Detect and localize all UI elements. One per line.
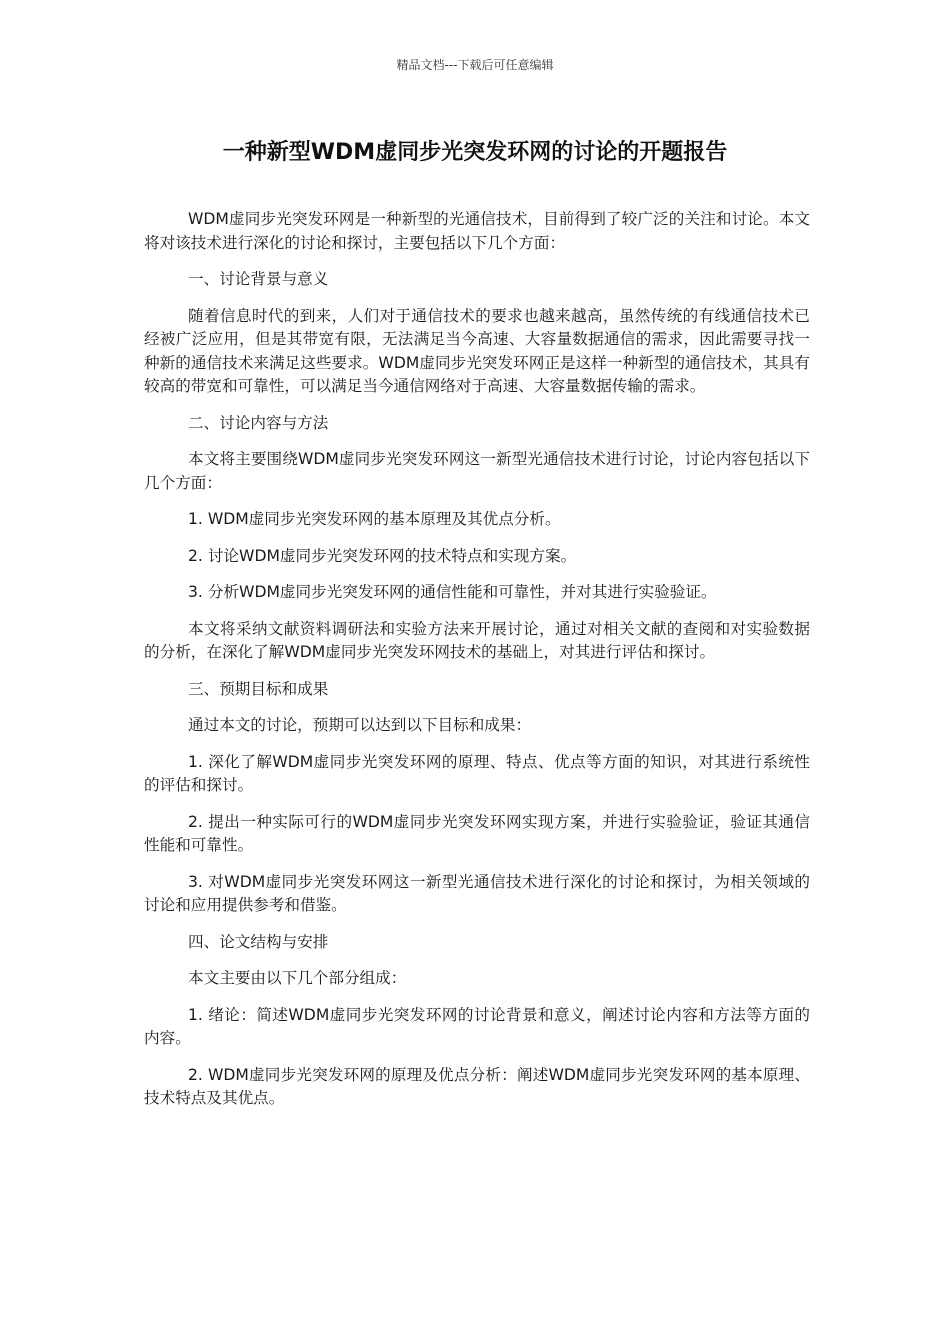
structure-item-2: 2. WDM虚同步光突发环网的原理及优点分析：阐述WDM虚同步光突发环网的基本原理、技术特点及其优点。 xyxy=(144,1065,810,1107)
goal-item-1: 1. 深化了解WDM虚同步光突发环网的原理、特点、优点等方面的知识，对其进行系统性的评估和探讨。 xyxy=(144,752,810,794)
section-heading-structure: 四、论文结构与安排 xyxy=(188,932,329,951)
section-heading-content-method: 二、讨论内容与方法 xyxy=(188,413,329,432)
document-title: 一种新型WDM虚同步光突发环网的讨论的开题报告 xyxy=(222,140,728,165)
document-body xyxy=(144,208,810,1124)
goal-item-2: 2. 提出一种实际可行的WDM虚同步光突发环网实现方案，并进行实验验证，验证其通信性能和可靠性。 xyxy=(144,812,810,854)
method-paragraph: 本文将采纳文献资料调研法和实验方法来开展讨论，通过对相关文献的查阅和对实验数据的分析，在深化了解WDM虚同步光突发环网技术的基础上，对其进行评估和探讨。 xyxy=(144,619,810,661)
content-item-1: 1. WDM虚同步光突发环网的基本原理及其优点分析。 xyxy=(188,510,561,528)
content-item-2: 2. 讨论WDM虚同步光突发环网的技术特点和实现方案。 xyxy=(188,546,577,565)
background-paragraph: 随着信息时代的到来，人们对于通信技术的要求也越来越高，虽然传统的有线通信技术已经被广泛应用，但是其带宽有限，无法满足当今高速、大容量数据通信的需求，因此需要寻找一种新的通信技术来满足这些要求。WDM虚同步光突发环网正是这样一种新型的通信技术，其具有较高的带宽和可靠性，可以满足当今通信网络对于高速、大容量数据传输的需求。 xyxy=(144,306,810,395)
content-item-3: 3. 分析WDM虚同步光突发环网的通信性能和可靠性，并对其进行实验验证。 xyxy=(188,583,717,601)
structure-intro-paragraph: 本文主要由以下几个部分组成： xyxy=(188,969,407,987)
content-intro-paragraph: 本文将主要围绕WDM虚同步光突发环网这一新型光通信技术进行讨论，讨论内容包括以下几个方面： xyxy=(144,450,810,492)
goals-intro-paragraph: 通过本文的讨论，预期可以达到以下目标和成果： xyxy=(188,716,532,734)
structure-item-1: 1. 绪论：简述WDM虚同步光突发环网的讨论背景和意义，阐述讨论内容和方法等方面的内容。 xyxy=(144,1005,810,1047)
section-heading-background: 一、讨论背景与意义 xyxy=(188,270,329,288)
goal-item-3: 3. 对WDM虚同步光突发环网这一新型光通信技术进行深化的讨论和探讨，为相关领域的讨论和应用提供参考和借鉴。 xyxy=(144,872,810,914)
intro-paragraph: WDM虚同步光突发环网是一种新型的光通信技术，目前得到了较广泛的关注和讨论。本文将对该技术进行深化的讨论和探讨，主要包括以下几个方面： xyxy=(144,210,810,252)
page-header: 精品文档---下载后可任意编辑 xyxy=(396,58,554,72)
section-heading-goals: 三、预期目标和成果 xyxy=(188,679,329,698)
